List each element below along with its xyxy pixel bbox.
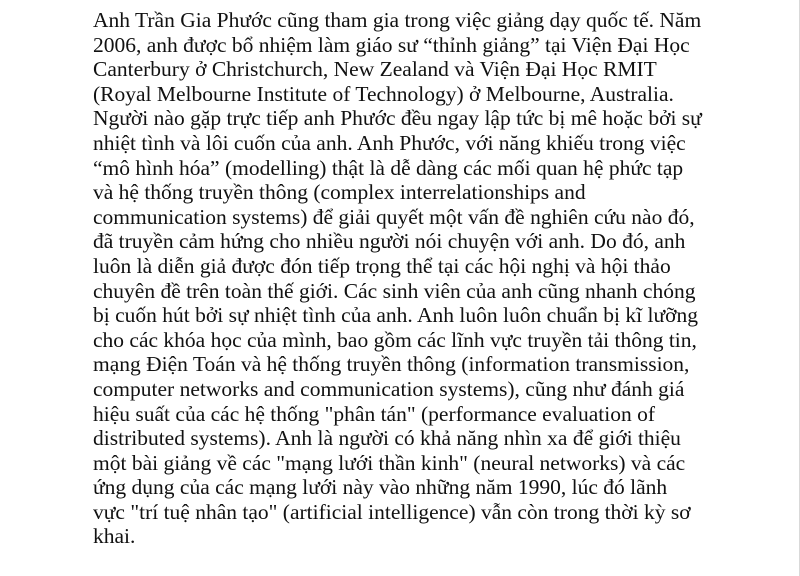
paragraph-line: “mô hình hóa” (modelling) thật là dễ dàng các mối quan hệ phức tạp <box>93 155 684 180</box>
paragraph-line: hiệu suất của các hệ thống "phân tán" (performance evaluation of <box>93 401 655 426</box>
paragraph-line: Anh Trần Gia Phước cũng tham gia trong việc giảng dạy quốc tế. Năm <box>93 8 702 32</box>
paragraph-line: communication systems) để giải quyết một vấn đề nghiên cứu nào đó, <box>93 204 695 229</box>
paragraph-line: bị cuốn hút bởi sự nhiệt tình của anh. Anh luôn luôn chuẩn bị kĩ lưỡng <box>93 303 698 328</box>
paragraph-line: (Royal Melbourne Institute of Technology) ở Melbourne, Australia. <box>93 81 674 106</box>
paragraph-line: Canterbury ở Christchurch, New Zealand và Viện Đại Học RMIT <box>93 57 657 82</box>
paragraph-line: computer networks and communication systems), cũng như đánh giá <box>93 376 685 401</box>
biography-paragraph <box>93 8 733 549</box>
paragraph-line: ứng dụng của các mạng lưới này vào những năm 1990, lúc đó lãnh <box>93 475 668 500</box>
paragraph-line: mạng Điện Toán và hệ thống truyền thông (information transmission, <box>93 352 690 377</box>
paragraph-line: cho các khóa học của mình, bao gồm các lĩnh vực truyền tải thông tin, <box>93 327 697 352</box>
paragraph-line: đã truyền cảm hứng cho nhiều người nói chuyện với anh. Do đó, anh <box>93 229 686 254</box>
paragraph-line: một bài giảng về các "mạng lưới thần kinh" (neural networks) và các <box>93 450 686 475</box>
paragraph-line: nhiệt tình và lôi cuốn của anh. Anh Phước, với năng khiếu trong việc <box>93 130 686 155</box>
paragraph-line: chuyên đề trên toàn thế giới. Các sinh viên của anh cũng nhanh chóng <box>93 278 696 303</box>
paragraph-line: distributed systems). Anh là người có khả năng nhìn xa để giới thiệu <box>93 426 681 451</box>
paragraph-line: Người nào gặp trực tiếp anh Phước đều ngay lập tức bị mê hoặc bởi sự <box>93 106 702 131</box>
paragraph-line: 2006, anh được bổ nhiệm làm giáo sư “thỉnh giảng” tại Viện Đại Học <box>93 32 690 57</box>
paragraph-line: và hệ thống truyền thông (complex interrelationships and <box>93 180 586 205</box>
paragraph-line: vực "trí tuệ nhân tạo" (artificial intelligence) vẫn còn trong thời kỳ sơ <box>93 499 691 524</box>
paragraph-line: khai. <box>93 524 136 549</box>
paragraph-line: luôn là diễn giả được đón tiếp trọng thể tại các hội nghị và hội thảo <box>93 253 671 278</box>
